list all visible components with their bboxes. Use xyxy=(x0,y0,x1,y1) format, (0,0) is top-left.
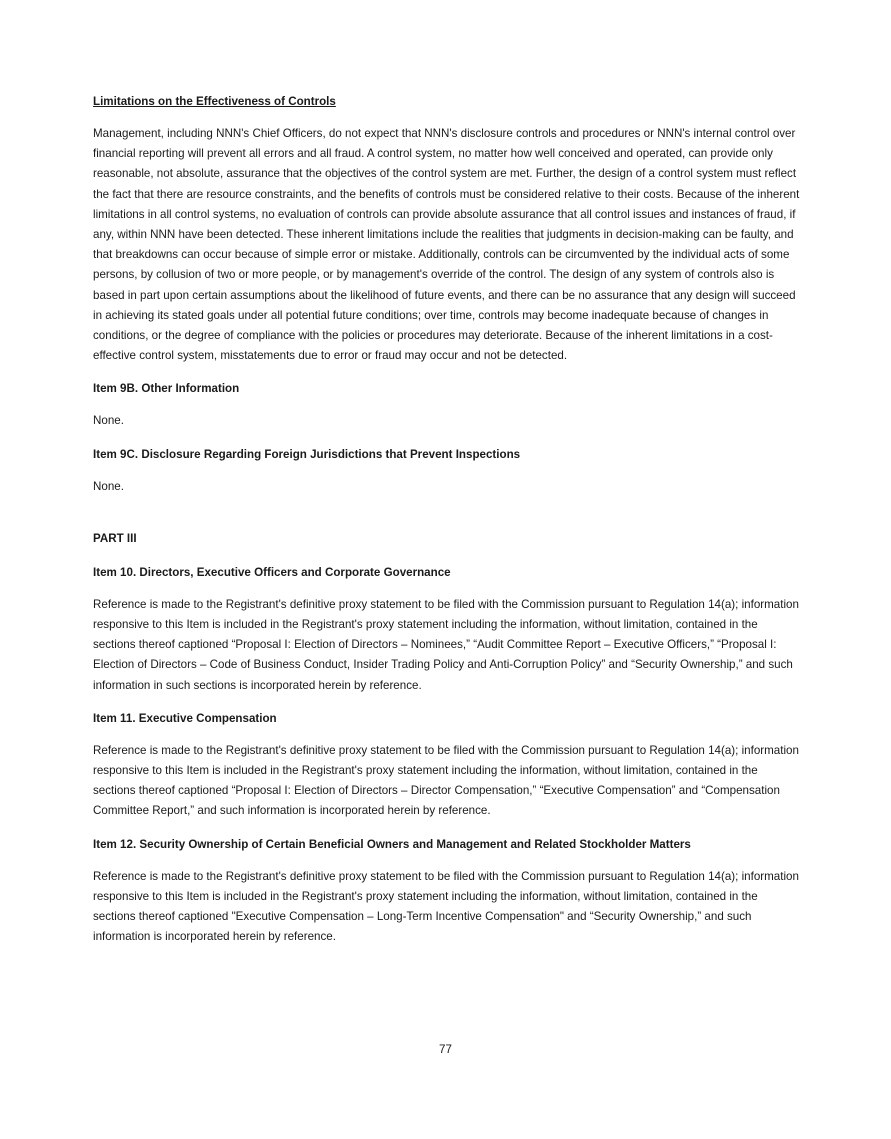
limitations-body: Management, including NNN's Chief Officers, do not expect that NNN's disclosure controls and procedures or NNN's internal control over financial reporting will prevent all errors and all fraud. A control system, no matter how well conceived and operated, can provide only reasonable, not absolute, assurance that the objectives of the control system are met. Further, the design of a control system must reflect the fact that there are resource constraints, and the benefits of controls must be considered relative to their costs. Because of the inherent limitations in all control systems, no evaluation of controls can provide absolute assurance that all control issues and instances of fraud, if any, within NNN have been detected. These inherent limitations include the realities that judgments in decision-making can be faulty, and that breakdowns can occur because of simple error or mistake. Additionally, controls can be circumvented by the individual acts of some persons, by collusion of two or more people, or by management's override of the control. The design of any system of controls also is based in part upon certain assumptions about the likelihood of future events, and there can be no assurance that any design will succeed in achieving its stated goals under all potential future conditions; over time, controls may become inadequate because of changes in conditions, or the degree of compliance with the policies or procedures may deteriorate. Because of the inherent limitations in a cost-effective control system, misstatements due to error or fraud may occur and not be detected. xyxy=(93,127,800,363)
item-10-body: Reference is made to the Registrant's definitive proxy statement to be filed with the Commission pursuant to Regulation 14(a); information responsive to this Item is included in the Registrant's proxy statement including the information, without limitation, contained in the sections thereof captioned “Proposal I: Election of Directors – Nominees,” “Audit Committee Report – Executive Officers,” “Proposal I: Election of Directors – Code of Business Conduct, Insider Trading Policy and Anti-Corruption Policy” and “Security Ownership,” and such information in such sections is incorporated herein by reference. xyxy=(93,597,799,692)
item-11-body: Reference is made to the Registrant's definitive proxy statement to be filed with the Commission pursuant to Regulation 14(a); information responsive to this Item is included in the Registrant's proxy statement including the information, without limitation, contained in the sections thereof captioned “Proposal I: Election of Directors – Director Compensation,” “Executive Compensation” and “Compensation Committee Report,” and such information is incorporated herein by reference. xyxy=(93,743,799,818)
item-9c-body: None. xyxy=(93,479,124,493)
item-9c-heading: Item 9C. Disclosure Regarding Foreign Jurisdictions that Prevent Inspections xyxy=(93,447,521,461)
item-9b-body: None. xyxy=(93,414,124,428)
item-9b-heading: Item 9B. Other Information xyxy=(93,382,240,396)
item-12-body: Reference is made to the Registrant's definitive proxy statement to be filed with the Commission pursuant to Regulation 14(a); information responsive to this Item is included in the Registrant's proxy statement including the information, without limitation, contained in the sections thereof captioned "Executive Compensation – Long-Term Incentive Compensation" and “Security Ownership,” and such information is incorporated herein by reference. xyxy=(93,869,799,944)
item-10-heading: Item 10. Directors, Executive Officers and Corporate Governance xyxy=(93,565,451,579)
item-12-heading: Item 12. Security Ownership of Certain Beneficial Owners and Management and Related Stockholder Matters xyxy=(93,837,691,851)
page-number: 77 xyxy=(439,1043,452,1056)
item-11-heading: Item 11. Executive Compensation xyxy=(93,711,277,725)
limitations-heading: Limitations on the Effectiveness of Controls xyxy=(93,95,336,108)
document-page xyxy=(93,94,803,947)
part-iii-heading: PART III xyxy=(93,531,137,545)
